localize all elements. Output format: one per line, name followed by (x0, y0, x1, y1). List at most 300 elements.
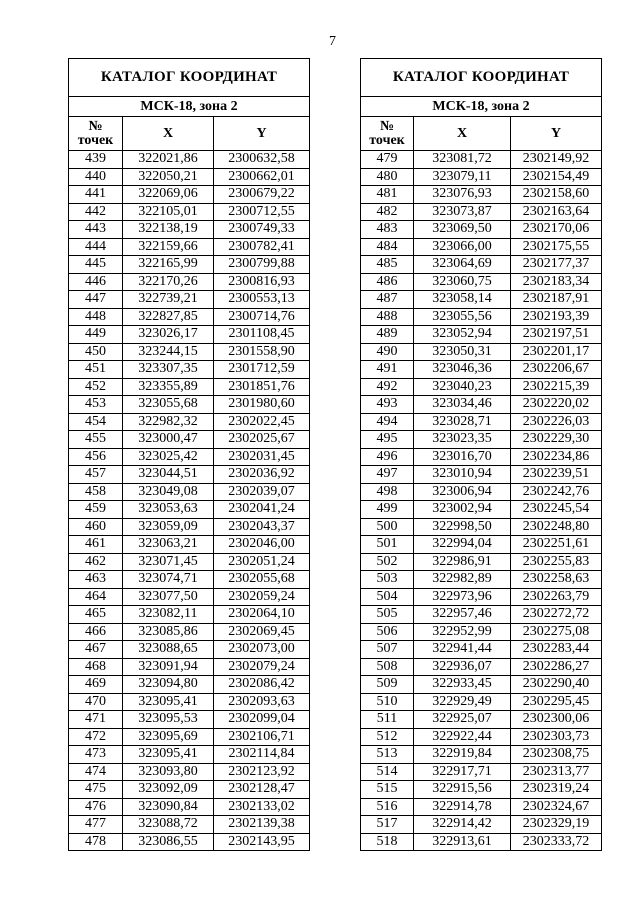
x-coordinate-cell: 323049,08 (123, 483, 214, 501)
y-coordinate-cell: 2302258,63 (511, 571, 602, 589)
x-coordinate-cell: 322973,96 (414, 588, 511, 606)
point-number-cell: 476 (69, 798, 123, 816)
point-number-cell: 504 (361, 588, 414, 606)
table-row (361, 728, 602, 746)
y-coordinate-cell: 2302133,02 (214, 798, 310, 816)
point-number-cell: 506 (361, 623, 414, 641)
x-coordinate-cell: 322739,21 (123, 291, 214, 309)
table-subtitle: МСК-18, зона 2 (69, 97, 310, 117)
point-number-word: точек (369, 132, 405, 148)
y-coordinate-cell: 2302139,38 (214, 816, 310, 834)
y-coordinate-cell: 2302175,55 (511, 238, 602, 256)
x-coordinate-cell: 323076,93 (414, 186, 511, 204)
y-coordinate-cell: 2300553,13 (214, 291, 310, 309)
y-coordinate-cell: 2302069,45 (214, 623, 310, 641)
table-row (69, 483, 310, 501)
x-coordinate-cell: 323026,17 (123, 326, 214, 344)
y-coordinate-cell: 2302303,73 (511, 728, 602, 746)
table-row (361, 483, 602, 501)
table-row (361, 606, 602, 624)
table-row (69, 256, 310, 274)
y-coordinate-cell: 2300799,88 (214, 256, 310, 274)
y-coordinate-cell: 2302286,27 (511, 658, 602, 676)
y-coordinate-cell: 2302163,64 (511, 203, 602, 221)
x-coordinate-cell: 322914,78 (414, 798, 511, 816)
table-row (361, 746, 602, 764)
point-number-cell: 459 (69, 501, 123, 519)
table-row (361, 343, 602, 361)
point-number-cell: 491 (361, 361, 414, 379)
table-subtitle: МСК-18, зона 2 (361, 97, 602, 117)
point-number-cell: 487 (361, 291, 414, 309)
point-number-cell: 452 (69, 378, 123, 396)
y-coordinate-cell: 2302055,68 (214, 571, 310, 589)
column-header-y: Y (214, 117, 310, 151)
y-coordinate-cell: 2300749,33 (214, 221, 310, 239)
y-coordinate-cell: 2302039,07 (214, 483, 310, 501)
y-coordinate-cell: 2302201,17 (511, 343, 602, 361)
table-row (69, 238, 310, 256)
point-number-cell: 439 (69, 151, 123, 169)
x-coordinate-cell: 323028,71 (414, 413, 511, 431)
point-number-cell: 493 (361, 396, 414, 414)
point-number-cell: 492 (361, 378, 414, 396)
y-coordinate-cell: 2302313,77 (511, 763, 602, 781)
x-coordinate-cell: 323006,94 (414, 483, 511, 501)
point-number-cell: 470 (69, 693, 123, 711)
table-row (69, 536, 310, 554)
point-number-cell: 518 (361, 833, 414, 851)
y-coordinate-cell: 2300816,93 (214, 273, 310, 291)
y-coordinate-cell: 2302242,76 (511, 483, 602, 501)
point-number-cell: 494 (361, 413, 414, 431)
point-number-cell: 509 (361, 676, 414, 694)
point-number-cell: 514 (361, 763, 414, 781)
x-coordinate-cell: 323023,35 (414, 431, 511, 449)
table-row (361, 151, 602, 169)
point-number-cell: 501 (361, 536, 414, 554)
subtitle-row (361, 97, 602, 117)
x-coordinate-cell: 322138,19 (123, 221, 214, 239)
point-number-cell: 502 (361, 553, 414, 571)
point-number-cell: 499 (361, 501, 414, 519)
point-number-cell: 462 (69, 553, 123, 571)
y-coordinate-cell: 2302333,72 (511, 833, 602, 851)
y-coordinate-cell: 2302043,37 (214, 518, 310, 536)
x-coordinate-cell: 323044,51 (123, 466, 214, 484)
x-coordinate-cell: 322105,01 (123, 203, 214, 221)
x-coordinate-cell: 322986,91 (414, 553, 511, 571)
y-coordinate-cell: 2302183,34 (511, 273, 602, 291)
table-row (69, 203, 310, 221)
point-number-cell: 505 (361, 606, 414, 624)
point-number-cell: 484 (361, 238, 414, 256)
y-coordinate-cell: 2302123,92 (214, 763, 310, 781)
point-number-cell: 511 (361, 711, 414, 729)
x-coordinate-cell: 323095,53 (123, 711, 214, 729)
table-row (361, 396, 602, 414)
y-coordinate-cell: 2302245,54 (511, 501, 602, 519)
y-coordinate-cell: 2301980,60 (214, 396, 310, 414)
x-coordinate-cell: 322913,61 (414, 833, 511, 851)
y-coordinate-cell: 2302283,44 (511, 641, 602, 659)
x-coordinate-cell: 322933,45 (414, 676, 511, 694)
table-row (69, 833, 310, 851)
table-row (69, 588, 310, 606)
point-number-cell: 481 (361, 186, 414, 204)
x-coordinate-cell: 323050,31 (414, 343, 511, 361)
y-coordinate-cell: 2302064,10 (214, 606, 310, 624)
y-coordinate-cell: 2302128,47 (214, 781, 310, 799)
x-coordinate-cell: 323307,35 (123, 361, 214, 379)
table-row (361, 466, 602, 484)
table-row (361, 798, 602, 816)
point-number-cell: 477 (69, 816, 123, 834)
point-number-cell: 510 (361, 693, 414, 711)
y-coordinate-cell: 2302187,91 (511, 291, 602, 309)
column-header-row (69, 117, 310, 151)
point-number-cell: 488 (361, 308, 414, 326)
point-number-cell: 507 (361, 641, 414, 659)
y-coordinate-cell: 2302206,67 (511, 361, 602, 379)
table-title: КАТАЛОГ КООРДИНАТ (69, 59, 310, 97)
table-row (361, 361, 602, 379)
x-coordinate-cell: 323069,50 (414, 221, 511, 239)
x-coordinate-cell: 323063,21 (123, 536, 214, 554)
y-coordinate-cell: 2302220,02 (511, 396, 602, 414)
y-coordinate-cell: 2302051,24 (214, 553, 310, 571)
y-coordinate-cell: 2302143,95 (214, 833, 310, 851)
table-header (361, 59, 602, 151)
page-number: 7 (329, 34, 336, 49)
table-row (361, 816, 602, 834)
x-coordinate-cell: 323081,72 (414, 151, 511, 169)
point-number-cell: 453 (69, 396, 123, 414)
x-coordinate-cell: 322069,06 (123, 186, 214, 204)
table-row (69, 221, 310, 239)
point-number-cell: 465 (69, 606, 123, 624)
point-number-cell: 440 (69, 168, 123, 186)
y-coordinate-cell: 2302324,67 (511, 798, 602, 816)
table-row (361, 518, 602, 536)
table-row (69, 448, 310, 466)
table-row (361, 641, 602, 659)
point-number-cell: 500 (361, 518, 414, 536)
x-coordinate-cell: 323034,46 (414, 396, 511, 414)
x-coordinate-cell: 323010,94 (414, 466, 511, 484)
table-row (69, 606, 310, 624)
y-coordinate-cell: 2301712,59 (214, 361, 310, 379)
x-coordinate-cell: 323002,94 (414, 501, 511, 519)
point-number-cell: 469 (69, 676, 123, 694)
point-number-cell: 485 (361, 256, 414, 274)
point-number-cell: 455 (69, 431, 123, 449)
x-coordinate-cell: 323058,14 (414, 291, 511, 309)
table-row (69, 343, 310, 361)
table-row (361, 308, 602, 326)
x-coordinate-cell: 322170,26 (123, 273, 214, 291)
x-coordinate-cell: 323073,87 (414, 203, 511, 221)
table-row (69, 781, 310, 799)
table-title: КАТАЛОГ КООРДИНАТ (361, 59, 602, 97)
y-coordinate-cell: 2300632,58 (214, 151, 310, 169)
table-row (361, 326, 602, 344)
point-number-cell: 480 (361, 168, 414, 186)
x-coordinate-cell: 323094,80 (123, 676, 214, 694)
y-coordinate-cell: 2302177,37 (511, 256, 602, 274)
x-coordinate-cell: 322941,44 (414, 641, 511, 659)
x-coordinate-cell: 323025,42 (123, 448, 214, 466)
table-header (69, 59, 310, 151)
x-coordinate-cell: 323244,15 (123, 343, 214, 361)
x-coordinate-cell: 323095,41 (123, 746, 214, 764)
y-coordinate-cell: 2302106,71 (214, 728, 310, 746)
point-number-cell: 472 (69, 728, 123, 746)
table-row (69, 641, 310, 659)
table-row (361, 553, 602, 571)
point-number-cell: 482 (361, 203, 414, 221)
point-number-cell: 451 (69, 361, 123, 379)
point-number-cell: 471 (69, 711, 123, 729)
table-row (69, 501, 310, 519)
point-number-cell: 464 (69, 588, 123, 606)
y-coordinate-cell: 2302041,24 (214, 501, 310, 519)
x-coordinate-cell: 322917,71 (414, 763, 511, 781)
point-number-cell: 449 (69, 326, 123, 344)
x-coordinate-cell: 323355,89 (123, 378, 214, 396)
table-row (361, 273, 602, 291)
x-coordinate-cell: 322922,44 (414, 728, 511, 746)
table-row (361, 221, 602, 239)
point-number-cell: 516 (361, 798, 414, 816)
table-row (361, 291, 602, 309)
table-row (361, 781, 602, 799)
x-coordinate-cell: 323074,71 (123, 571, 214, 589)
point-number-cell: 456 (69, 448, 123, 466)
point-number-cell: 517 (361, 816, 414, 834)
subtitle-row (69, 97, 310, 117)
x-coordinate-cell: 322936,07 (414, 658, 511, 676)
title-row (361, 59, 602, 97)
table-row (361, 501, 602, 519)
y-coordinate-cell: 2302158,60 (511, 186, 602, 204)
x-coordinate-cell: 322982,32 (123, 413, 214, 431)
table-row (361, 431, 602, 449)
y-coordinate-cell: 2302319,24 (511, 781, 602, 799)
table-row (69, 431, 310, 449)
point-number-cell: 442 (69, 203, 123, 221)
x-coordinate-cell: 322827,85 (123, 308, 214, 326)
point-number-cell: 444 (69, 238, 123, 256)
point-number-cell: 512 (361, 728, 414, 746)
column-header-point-number (69, 117, 123, 151)
x-coordinate-cell: 323040,23 (414, 378, 511, 396)
point-number-symbol: № (88, 118, 103, 134)
table-row (361, 413, 602, 431)
point-number-cell: 497 (361, 466, 414, 484)
x-coordinate-cell: 323095,69 (123, 728, 214, 746)
point-number-cell: 495 (361, 431, 414, 449)
table-row (361, 238, 602, 256)
table-row (361, 186, 602, 204)
y-coordinate-cell: 2302073,00 (214, 641, 310, 659)
column-header-x: X (414, 117, 511, 151)
x-coordinate-cell: 323077,50 (123, 588, 214, 606)
table-row (361, 378, 602, 396)
y-coordinate-cell: 2302308,75 (511, 746, 602, 764)
x-coordinate-cell: 323053,63 (123, 501, 214, 519)
y-coordinate-cell: 2302275,08 (511, 623, 602, 641)
point-number-cell: 496 (361, 448, 414, 466)
point-number-cell: 468 (69, 658, 123, 676)
table-row (69, 676, 310, 694)
y-coordinate-cell: 2302046,00 (214, 536, 310, 554)
y-coordinate-cell: 2302215,39 (511, 378, 602, 396)
x-coordinate-cell: 323055,68 (123, 396, 214, 414)
y-coordinate-cell: 2302255,83 (511, 553, 602, 571)
y-coordinate-cell: 2302272,72 (511, 606, 602, 624)
y-coordinate-cell: 2302290,40 (511, 676, 602, 694)
table-row (69, 623, 310, 641)
x-coordinate-cell: 322914,42 (414, 816, 511, 834)
point-number-cell: 463 (69, 571, 123, 589)
y-coordinate-cell: 2302300,06 (511, 711, 602, 729)
point-number-cell: 479 (361, 151, 414, 169)
x-coordinate-cell: 322050,21 (123, 168, 214, 186)
table-row (69, 413, 310, 431)
table-row (69, 816, 310, 834)
x-coordinate-cell: 322021,86 (123, 151, 214, 169)
table-row (361, 203, 602, 221)
point-number-cell: 450 (69, 343, 123, 361)
y-coordinate-cell: 2300782,41 (214, 238, 310, 256)
x-coordinate-cell: 322925,07 (414, 711, 511, 729)
x-coordinate-cell: 323079,11 (414, 168, 511, 186)
point-number-cell: 443 (69, 221, 123, 239)
point-number-cell: 515 (361, 781, 414, 799)
point-number-cell: 467 (69, 641, 123, 659)
point-number-cell: 474 (69, 763, 123, 781)
x-coordinate-cell: 323090,84 (123, 798, 214, 816)
x-coordinate-cell: 323052,94 (414, 326, 511, 344)
x-coordinate-cell: 323095,41 (123, 693, 214, 711)
table-row (69, 308, 310, 326)
y-coordinate-cell: 2302170,06 (511, 221, 602, 239)
x-coordinate-cell: 322957,46 (414, 606, 511, 624)
y-coordinate-cell: 2302239,51 (511, 466, 602, 484)
table-row (69, 151, 310, 169)
point-number-cell: 490 (361, 343, 414, 361)
x-coordinate-cell: 323055,56 (414, 308, 511, 326)
y-coordinate-cell: 2302263,79 (511, 588, 602, 606)
point-number-cell: 503 (361, 571, 414, 589)
y-coordinate-cell: 2302329,19 (511, 816, 602, 834)
table-row (69, 763, 310, 781)
point-number-cell: 466 (69, 623, 123, 641)
table-row (361, 711, 602, 729)
table-row (361, 763, 602, 781)
point-number-cell: 461 (69, 536, 123, 554)
y-coordinate-cell: 2302193,39 (511, 308, 602, 326)
y-coordinate-cell: 2300712,55 (214, 203, 310, 221)
x-coordinate-cell: 322165,99 (123, 256, 214, 274)
y-coordinate-cell: 2302036,92 (214, 466, 310, 484)
y-coordinate-cell: 2302079,24 (214, 658, 310, 676)
table-row (361, 448, 602, 466)
table-row (361, 536, 602, 554)
x-coordinate-cell: 323088,65 (123, 641, 214, 659)
x-coordinate-cell: 323060,75 (414, 273, 511, 291)
y-coordinate-cell: 2302226,03 (511, 413, 602, 431)
y-coordinate-cell: 2302086,42 (214, 676, 310, 694)
column-header-point-number (361, 117, 414, 151)
x-coordinate-cell: 322919,84 (414, 746, 511, 764)
table-row (361, 256, 602, 274)
x-coordinate-cell: 322982,89 (414, 571, 511, 589)
y-coordinate-cell: 2301108,45 (214, 326, 310, 344)
column-header-row (361, 117, 602, 151)
point-number-cell: 445 (69, 256, 123, 274)
table-row (361, 676, 602, 694)
column-header-y: Y (511, 117, 602, 151)
y-coordinate-cell: 2302251,61 (511, 536, 602, 554)
x-coordinate-cell: 322915,56 (414, 781, 511, 799)
y-coordinate-cell: 2300662,01 (214, 168, 310, 186)
coordinate-catalog-table-left (68, 58, 310, 851)
point-number-cell: 441 (69, 186, 123, 204)
column-header-x: X (123, 117, 214, 151)
x-coordinate-cell: 323093,80 (123, 763, 214, 781)
point-number-cell: 448 (69, 308, 123, 326)
x-coordinate-cell: 322994,04 (414, 536, 511, 554)
y-coordinate-cell: 2302248,80 (511, 518, 602, 536)
y-coordinate-cell: 2302099,04 (214, 711, 310, 729)
table-row (69, 378, 310, 396)
point-number-cell: 458 (69, 483, 123, 501)
table-row (69, 518, 310, 536)
y-coordinate-cell: 2302197,51 (511, 326, 602, 344)
table-row (361, 623, 602, 641)
point-number-cell: 446 (69, 273, 123, 291)
table-row (69, 693, 310, 711)
table-row (361, 693, 602, 711)
table-row (361, 658, 602, 676)
table-row (69, 273, 310, 291)
table-row (69, 798, 310, 816)
point-number-cell: 483 (361, 221, 414, 239)
table-body (69, 151, 310, 851)
table-row (69, 553, 310, 571)
y-coordinate-cell: 2302022,45 (214, 413, 310, 431)
table-row (69, 571, 310, 589)
x-coordinate-cell: 323091,94 (123, 658, 214, 676)
y-coordinate-cell: 2302025,67 (214, 431, 310, 449)
table-body (361, 151, 602, 851)
y-coordinate-cell: 2302031,45 (214, 448, 310, 466)
x-coordinate-cell: 323000,47 (123, 431, 214, 449)
x-coordinate-cell: 323016,70 (414, 448, 511, 466)
x-coordinate-cell: 322952,99 (414, 623, 511, 641)
point-number-cell: 473 (69, 746, 123, 764)
y-coordinate-cell: 2301558,90 (214, 343, 310, 361)
table-row (69, 658, 310, 676)
point-number-word: точек (77, 132, 114, 148)
x-coordinate-cell: 323092,09 (123, 781, 214, 799)
table-row (69, 711, 310, 729)
point-number-cell: 486 (361, 273, 414, 291)
x-coordinate-cell: 323086,55 (123, 833, 214, 851)
point-number-cell: 460 (69, 518, 123, 536)
